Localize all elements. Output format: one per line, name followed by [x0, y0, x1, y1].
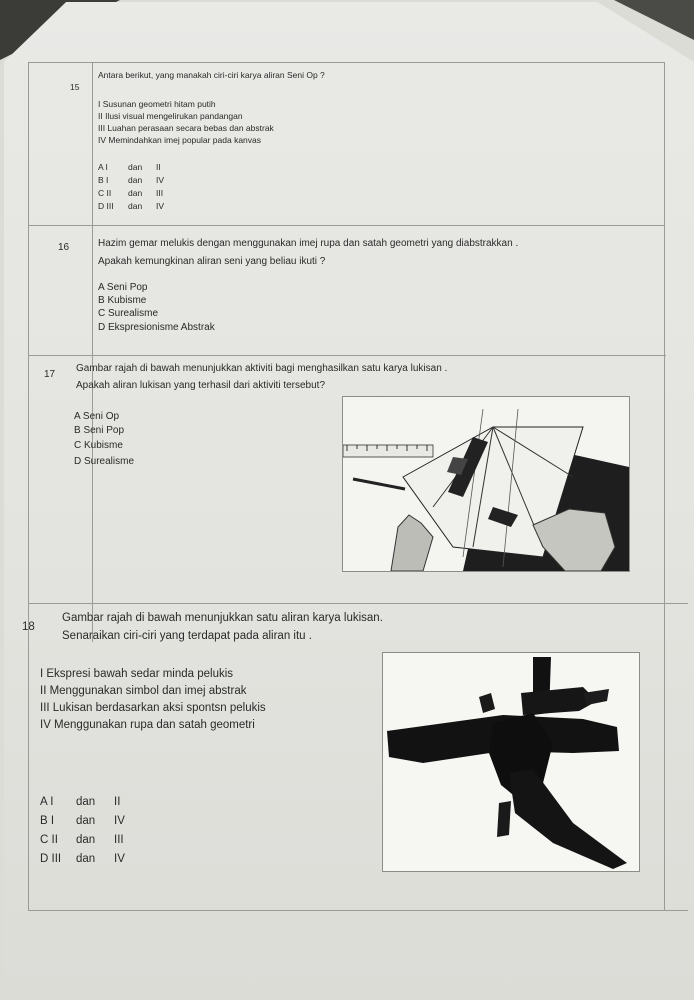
q17-option-a[interactable]: A Seni Op — [74, 411, 120, 422]
q18-option-c-letter: C II — [40, 834, 58, 846]
q15-option-d-conj: dan — [128, 201, 143, 211]
q18-option-d-roman: IV — [114, 853, 125, 865]
question-18-subtext: Senaraikan ciri-ciri yang terdapat pada aliran itu . — [62, 630, 312, 642]
q16-option-d[interactable]: D Ekspresionisme Abstrak — [98, 322, 215, 333]
q18-option-b[interactable] — [40, 815, 125, 827]
column-divider — [92, 62, 93, 642]
q15-statement-4: IV Memindahkan imej popular pada kanvas — [98, 135, 262, 145]
q18-artwork-picture — [382, 652, 640, 872]
q15-option-d[interactable] — [98, 201, 165, 211]
q18-option-d-letter: D III — [40, 853, 62, 865]
abstract-brushstroke-illustration — [383, 653, 639, 871]
q18-option-a-roman: II — [114, 796, 121, 808]
q18-option-b-roman: IV — [114, 815, 125, 827]
q15-option-b-conj: dan — [128, 175, 143, 185]
table-bottom-border — [28, 910, 688, 911]
question-16-subtext: Apakah kemungkinan aliran seni yang beliau ikuti ? — [98, 256, 326, 267]
question-number-18: 18 — [22, 621, 35, 633]
q18-statement-4: IV Menggunakan rupa dan satah geometri — [40, 719, 255, 731]
q17-option-c[interactable]: C Kubisme — [74, 440, 123, 451]
table-left-border — [28, 62, 29, 910]
row-divider-17 — [28, 355, 666, 356]
q18-option-a-conj: dan — [76, 796, 96, 808]
q15-option-a-conj: dan — [128, 162, 143, 172]
q18-option-c-roman: III — [114, 834, 124, 846]
q16-option-b[interactable]: B Kubisme — [98, 295, 147, 306]
geometric-drawing-illustration — [343, 397, 629, 571]
q15-statement-2: II Ilusi visual mengelirukan pandangan — [98, 111, 243, 121]
question-18-text: Gambar rajah di bawah menunjukkan satu aliran karya lukisan. — [62, 612, 383, 624]
question-16-text: Hazim gemar melukis dengan menggunakan imej rupa dan satah geometri yang diabstrakkan . — [98, 238, 519, 249]
question-17-text: Gambar rajah di bawah menunjukkan aktiviti bagi menghasilkan satu karya lukisan . — [76, 363, 448, 374]
q18-option-d-conj: dan — [76, 853, 96, 865]
q18-option-d[interactable] — [40, 853, 125, 865]
q15-option-d-letter: D III — [98, 201, 114, 211]
q16-option-c[interactable]: C Surealisme — [98, 308, 159, 319]
q15-option-a[interactable] — [98, 162, 161, 172]
q18-statement-2: II Menggunakan simbol dan imej abstrak — [40, 685, 247, 697]
question-number-15: 15 — [70, 82, 80, 92]
question-number-16: 16 — [58, 242, 70, 253]
question-number-17: 17 — [44, 369, 56, 380]
question-17-subtext: Apakah aliran lukisan yang terhasil dari aktiviti tersebut? — [76, 380, 326, 391]
q15-option-a-roman: II — [156, 162, 161, 172]
q18-option-c-conj: dan — [76, 834, 96, 846]
q15-option-c-letter: C II — [98, 188, 112, 198]
q15-option-b[interactable] — [98, 175, 165, 185]
q15-statement-1: I Susunan geometri hitam putih — [98, 99, 216, 109]
row-divider-16 — [28, 225, 664, 226]
question-15-text: Antara berikut, yang manakah ciri-ciri karya aliran Seni Op ? — [98, 70, 325, 80]
q18-option-c[interactable] — [40, 834, 124, 846]
q18-option-a-letter: A I — [40, 796, 54, 808]
q17-option-d[interactable]: D Surealisme — [74, 456, 135, 467]
q15-option-a-letter: A I — [98, 162, 108, 172]
q18-option-b-letter: B I — [40, 815, 55, 827]
q17-activity-picture — [342, 396, 630, 572]
row-divider-18 — [28, 603, 688, 604]
q15-option-c-roman: III — [156, 188, 164, 198]
q15-option-b-letter: B I — [98, 175, 109, 185]
q15-option-c[interactable] — [98, 188, 164, 198]
q15-option-b-roman: IV — [156, 175, 165, 185]
q18-option-b-conj: dan — [76, 815, 96, 827]
q18-statement-3: III Lukisan berdasarkan aksi spontsn pelukis — [40, 702, 266, 714]
q15-option-d-roman: IV — [156, 201, 165, 211]
q15-option-c-conj: dan — [128, 188, 143, 198]
q18-option-a[interactable] — [40, 796, 121, 808]
q17-option-b[interactable]: B Seni Pop — [74, 425, 125, 436]
q16-option-a[interactable]: A Seni Pop — [98, 282, 148, 293]
q18-statement-1: I Ekspresi bawah sedar minda pelukis — [40, 668, 234, 680]
q15-statement-3: III Luahan perasaan secara bebas dan abstrak — [98, 123, 274, 133]
